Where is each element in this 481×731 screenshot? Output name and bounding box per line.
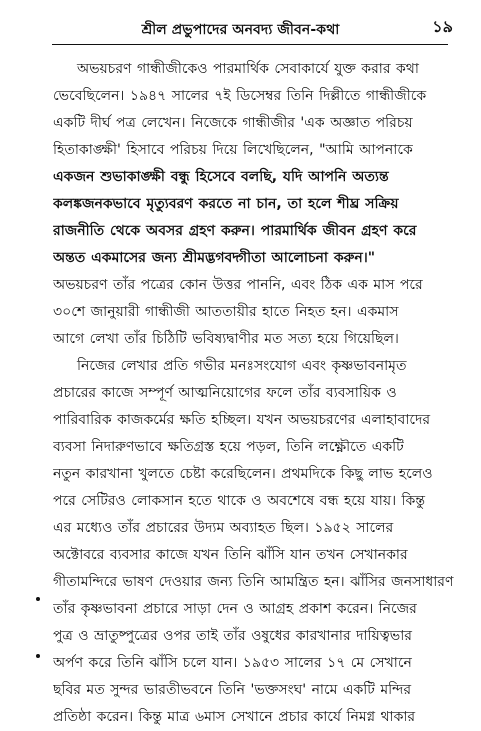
text-line: একটি দীর্ঘ পত্র লেখেন। নিজেকে গান্ধীজীর 'এক অজ্ঞাত পরিচয়: [53, 115, 413, 131]
text-line: তাঁর কৃষ্ণভাবনা প্রচারে সাড়া দেন ও আগ্রহ প্রকাশ করেন। নিজের: [53, 601, 417, 617]
text-line-quote: অন্তত একমাসের জন্য শ্রীমদ্ভগবদ্গীতা আলোচনা করুন।": [53, 250, 376, 266]
text-line: অর্পণ করে তিনি ঝাঁসি চলে যান। ১৯৫৩ সালের ১৭ মে সেখানে: [53, 655, 412, 671]
text-line: ৩০শে জানুয়ারী গান্ধীজী আততায়ীর হাতে নিহত হন। একমাস: [53, 304, 399, 320]
text-line: ব্যবসা নিদারুণভাবে ক্ষতিগ্রস্ত হয়ে পড়ল, তিনি লক্ষ্ণৌতে একটি: [53, 439, 404, 455]
header-rule: [52, 44, 448, 45]
text-line: নিজের লেখার প্রতি গভীর মনঃসংযোগ এবং কৃষ্ণভাবনামৃত: [77, 358, 407, 374]
page-header: [0, 0, 481, 44]
text-line: পারিবারিক কাজকর্মের ক্ষতি হচ্ছিল। যখন অভয়চরণের এলাহাবাদের: [53, 412, 431, 428]
stray-ink-dot: [36, 597, 40, 601]
text-line: অক্টোবরে ব্যবসার কাজে যখন তিনি ঝাঁসি যান তখন সেখানকার: [53, 547, 408, 563]
text-line-quote: কলঙ্কজনকভাবে মৃত্যুবরণ করতে না চান, তা হলে শীঘ্র সক্রিয়: [53, 196, 399, 212]
text-line: পরে সেটিরও লোকসান হতে থাকে ও অবশেষে বন্ধ হয়ে যায়। কিন্তু: [53, 493, 425, 509]
text-line: হিতাকাঙ্ক্ষী' হিসাবে পরিচয় দিয়ে লিখেছিলেন, "আমি আপনাকে: [53, 142, 413, 158]
text-line: অভয়চরণ তাঁর পত্রের কোন উত্তর পাননি, এবং ঠিক এক মাস পরে: [53, 277, 423, 293]
running-title: শ্রীল প্রভুপাদের অনবদ্য জীবন-কথা: [141, 22, 340, 38]
text-line: পুত্র ও ভ্রাতুষ্পুত্রের ওপর তাই তাঁর ওষুধের কারখানার দায়িত্বভার: [53, 628, 412, 644]
text-line-quote: রাজনীতি থেকে অবসর গ্রহণ করুন। পারমার্থিক জীবন গ্রহণ করে: [53, 223, 417, 239]
text-line-quote: একজন শুভাকাঙ্ক্ষী বন্ধু হিসেবে বলছি, যদি আপনি অত্যন্ত: [53, 169, 389, 185]
text-line: এর মধ্যেও তাঁর প্রচারের উদ্যম অব্যাহত ছিল। ১৯৫২ সালের: [53, 520, 394, 536]
text-line: নতুন কারখানা খুলতে চেষ্টা করেছিলেন। প্রথমদিকে কিছু লাভ হলেও: [53, 466, 433, 482]
body-text: [53, 56, 454, 731]
text-line: প্রতিষ্ঠা করেন। কিন্তু মাত্র ৬মাস সেখানে প্রচার কার্যে নিমগ্ন থাকার: [53, 709, 416, 725]
text-line: ছবির মত সুন্দর ভারতীভবনে তিনি 'ভক্তসংঘ' নামে একটি মন্দির: [53, 682, 412, 698]
stray-ink-dot: [36, 654, 40, 658]
text-line: অভয়চরণ গান্ধীজীকেও পারমার্থিক সেবাকার্যে যুক্ত করার কথা: [77, 61, 419, 77]
text-line: ভেবেছিলেন। ১৯৪৭ সালের ৭ই ডিসেম্বর তিনি দিল্লীতে গান্ধীজীকে: [53, 88, 427, 104]
text-line: গীতামন্দিরে ভাষণ দেওয়ার জন্য তিনি আমন্ত্রিত হন। ঝাঁসির জনসাধারণ: [53, 574, 454, 590]
page-number: ১৯: [432, 17, 453, 36]
text-line: আগে লেখা তাঁর চিঠিটি ভবিষ্যদ্বাণীর মত সত্য হয়ে গিয়েছিল।: [53, 331, 399, 347]
text-line: প্রচারের কাজে সম্পূর্ণ আত্মনিয়োগের ফলে তাঁর ব্যবসায়িক ও: [53, 385, 397, 401]
